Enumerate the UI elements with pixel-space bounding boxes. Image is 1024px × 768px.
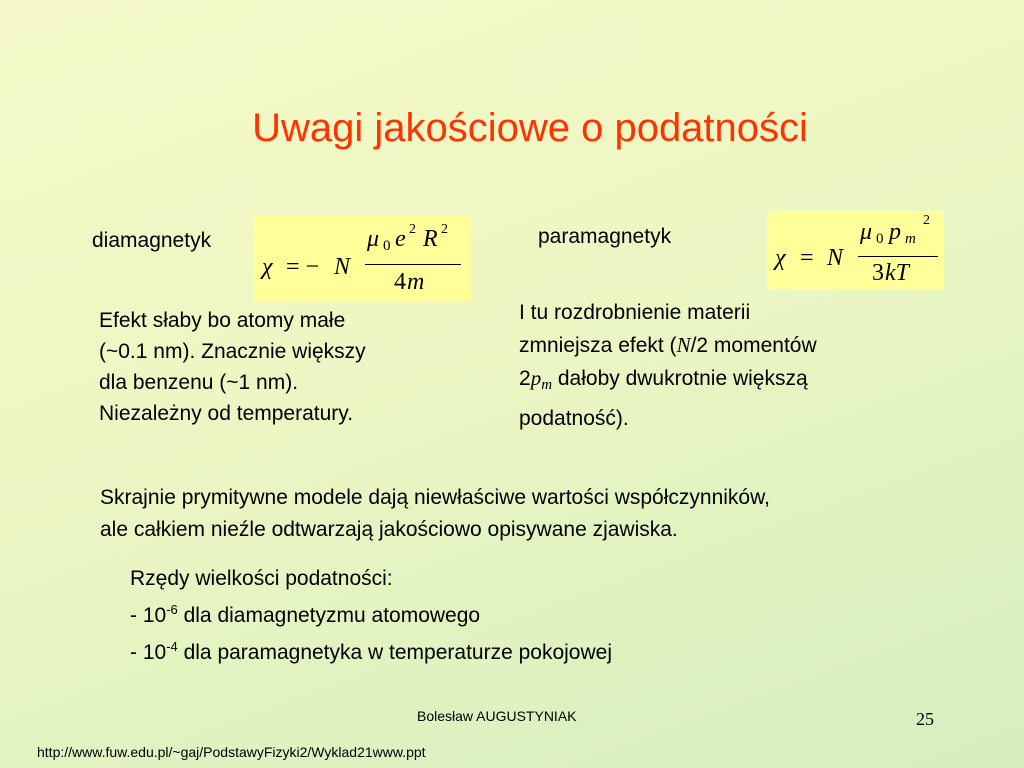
r-exponent: 2 [441,222,448,237]
fraction-line [858,256,938,257]
text-span: - 10 [130,641,167,664]
denominator-var: kT [885,260,909,286]
text-line: Niezależny od temperatury. [99,402,354,425]
text-span: /2 momentów [690,334,817,357]
diamagnet-formula [253,216,471,301]
text-line: (~0.1 nm). Znacznie większy [99,340,366,363]
chi-symbol: χ [262,254,273,280]
fraction-line [365,264,461,265]
mu-subscript: 0 [383,238,391,254]
paramagnet-description [519,296,817,435]
exponent: -6 [166,602,178,617]
denominator-coef: 3 [872,260,884,286]
p-exponent: 2 [923,213,930,228]
paramagnet-formula [767,211,944,290]
paramagnet-order [130,631,612,668]
denominator-coef: 4 [394,269,406,295]
text-line: ale całkiem nieźle odtwarzają jakościowo opisywane zjawiska. [100,518,678,541]
text-span: - 10 [130,604,167,627]
paramagnet-label: paramagnetyk [538,225,672,248]
e-exponent: 2 [409,222,416,237]
text-span: zmniejsza efekt ( [519,334,677,357]
page-number: 25 [916,709,934,729]
exponent: -4 [166,639,178,654]
diamagnet-description [99,305,366,429]
text-span: dałoby dwukrotnie większą [552,367,808,390]
p-variable: p [530,366,542,390]
text-line: Efekt słaby bo atomy małe [99,309,346,332]
text-span: dla diamagnetyzmu atomowego [177,604,481,627]
text-line: podatność). [519,407,629,430]
p-variable: p [889,219,901,245]
text-span: 2 [519,367,531,390]
text-line: I tu rozdrobnienie materii [519,301,751,324]
diamagnet-order [130,594,612,631]
denominator-var: m [407,269,425,295]
e-variable: e [395,226,406,252]
mu-symbol: μ [367,226,380,252]
text-line [519,329,817,362]
text-line: Skrajnie prymitywne modele dają niewłaściwe wartości współczynników, [100,486,770,509]
equals-sign: = [800,245,814,271]
p-subscript: m [541,377,553,393]
orders-heading: Rzędy wielkości podatności: [130,567,393,590]
n-variable: N [676,333,691,357]
slide-title: Uwagi jakościowe o podatności [252,106,808,150]
author-footer: Bolesław AUGUSTYNIAK [417,708,577,724]
text-line [519,362,817,402]
r-variable: R [423,226,438,252]
source-url: http://www.fuw.edu.pl/~gaj/PodstawyFizyki2/Wyklad21www.ppt [37,744,426,760]
text-line: dla benzenu (~1 nm). [99,371,299,394]
summary-text [100,482,770,546]
chi-symbol: χ [775,245,786,271]
diamagnet-label: diamagnetyk [92,229,212,252]
n-variable: N [334,254,351,280]
equals-minus: = − [286,254,320,280]
mu-symbol: μ [860,219,873,245]
mu-subscript: 0 [876,231,884,247]
p-subscript: m [905,231,916,247]
text-span: dla paramagnetyka w temperaturze pokojowej [177,641,612,664]
orders-of-magnitude [130,563,612,668]
n-variable: N [827,245,844,271]
